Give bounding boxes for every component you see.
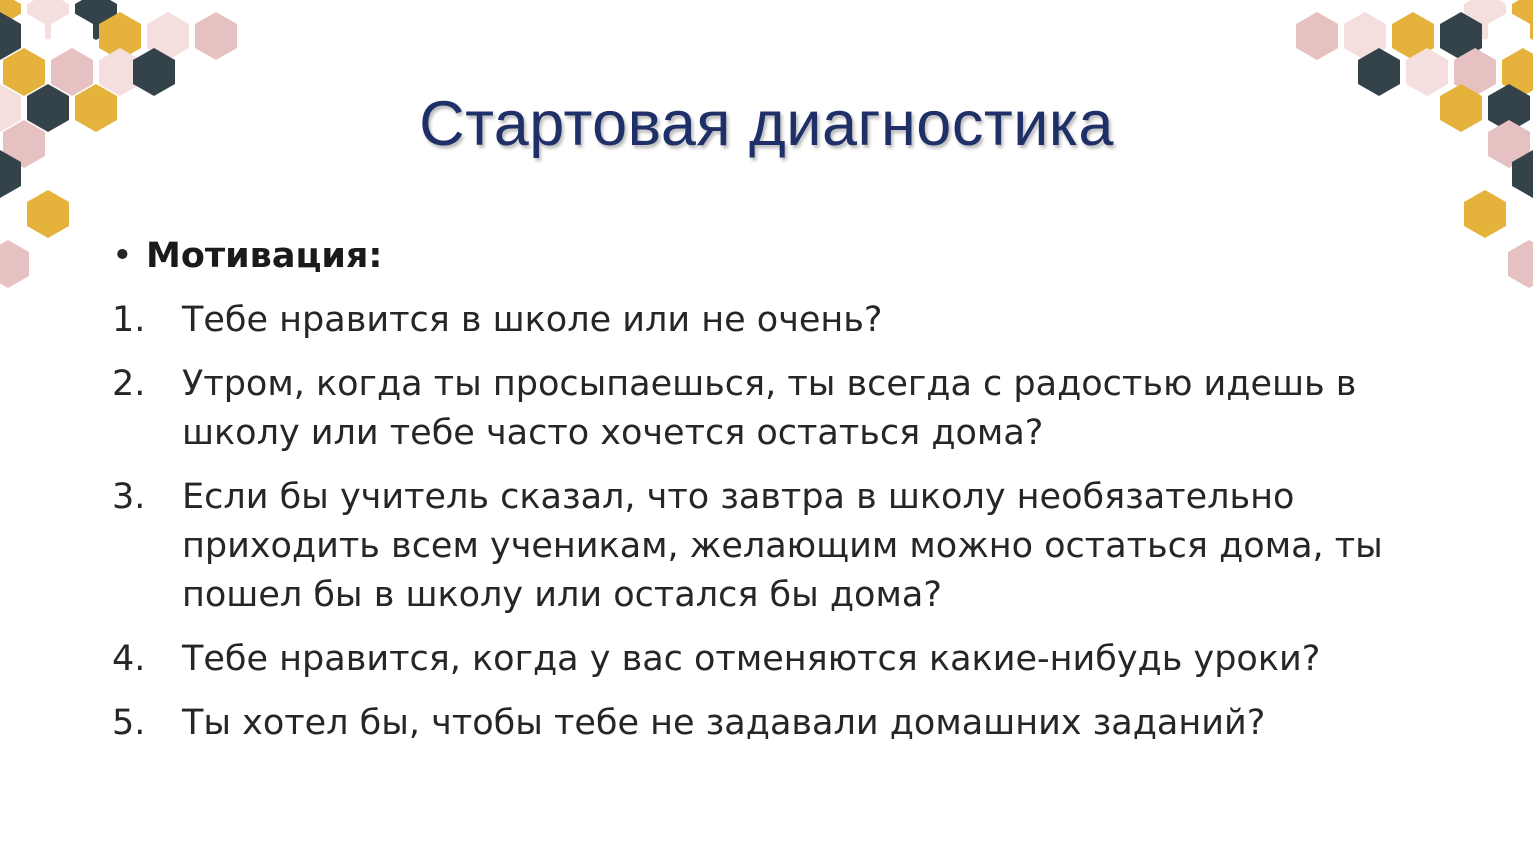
- section-heading-row: [112, 232, 1442, 281]
- list-item-text: Утром, когда ты просыпаешься, ты всегда с радостью идешь в школу или тебе часто хочется остаться дома?: [182, 364, 1357, 453]
- list-item-text: Ты хотел бы, чтобы тебе не задавали домашних заданий?: [182, 703, 1266, 743]
- list-item-text: Тебе нравится, когда у вас отменяются какие-нибудь уроки?: [182, 639, 1321, 679]
- question-list: [112, 296, 1442, 748]
- list-item: [112, 699, 1442, 748]
- slide-title: Стартовая диагностика: [419, 89, 1114, 159]
- list-item-text: Если бы учитель сказал, что завтра в школу необязательно приходить всем ученикам, желающим можно остаться дома, ты пошел бы в школу или остался бы дома?: [182, 477, 1383, 615]
- list-item: [112, 296, 1442, 345]
- list-item-number: 2.: [112, 364, 146, 404]
- list-item: [112, 360, 1442, 458]
- list-item: [112, 635, 1442, 684]
- list-item: [112, 473, 1442, 620]
- bullet-marker: •: [112, 236, 133, 276]
- list-item-number: 5.: [112, 703, 146, 743]
- list-item-number: 1.: [112, 300, 146, 340]
- section-heading: Мотивация:: [146, 236, 383, 276]
- slide-body: [112, 232, 1442, 763]
- list-item-number: 3.: [112, 477, 146, 517]
- list-item-number: 4.: [112, 639, 146, 679]
- list-item-text: Тебе нравится в школе или не очень?: [182, 300, 883, 340]
